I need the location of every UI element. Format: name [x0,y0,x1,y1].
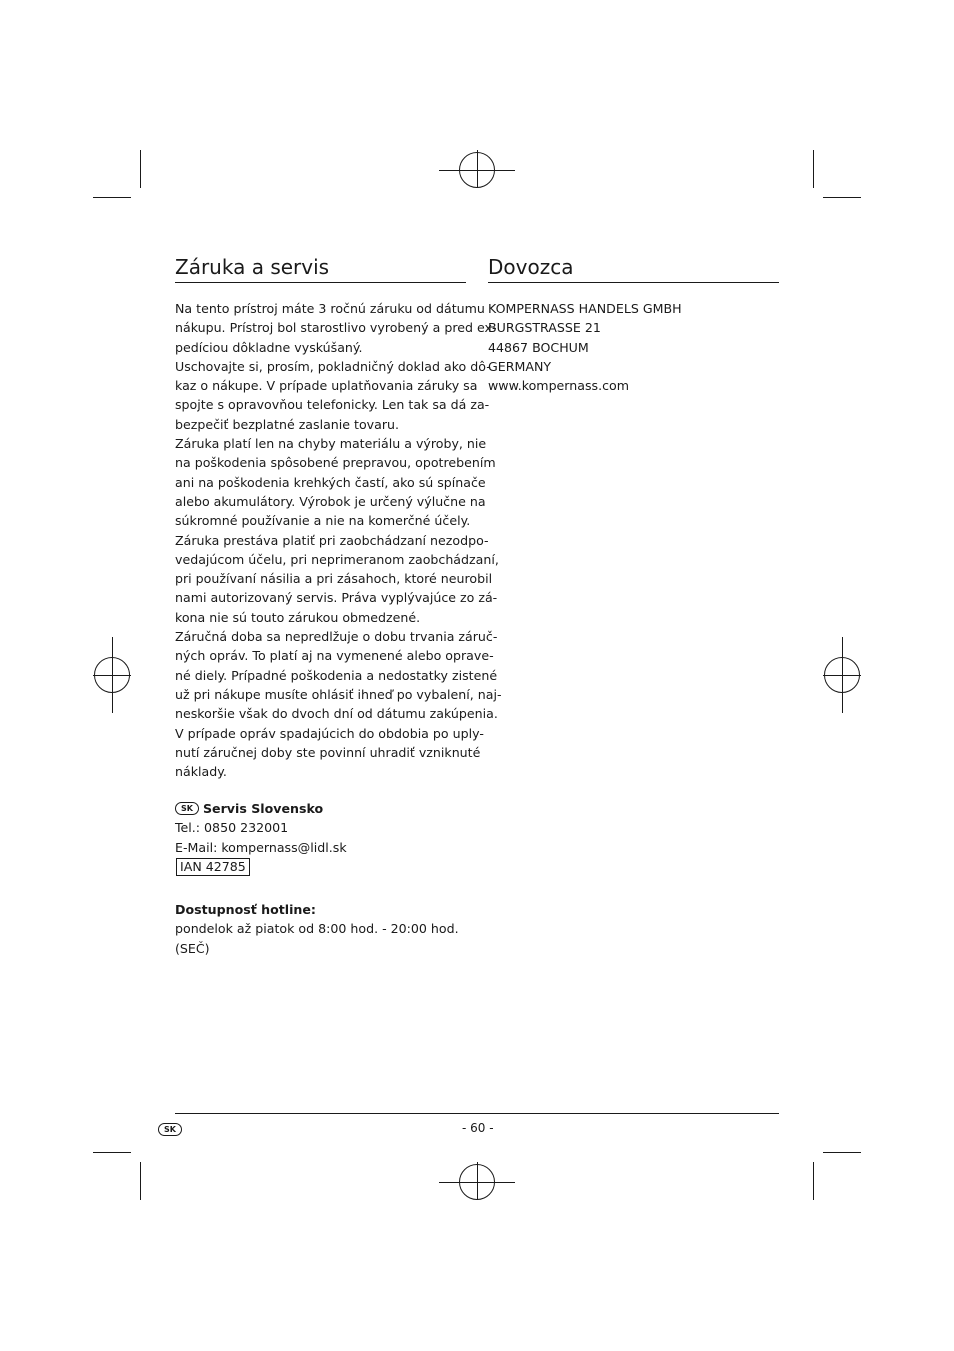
crop-mark [813,150,814,188]
text-line: Záruka platí len na chyby materiálu a výroby, nie [175,436,487,452]
text-line: na poškodenia spôsobené prepravou, opotrebením [175,455,496,471]
hotline-block [175,900,459,958]
address-line: BURGSTRASSE 21 [488,320,601,336]
crop-mark [140,1162,141,1200]
address-line: GERMANY [488,358,552,374]
heading-rule-right [488,282,779,283]
text-line: nákupu. Prístroj bol starostlivo vyrobený a pred ex- [175,320,497,336]
text-line: náklady. [175,764,227,780]
crop-mark [813,1162,814,1200]
text-line: né diely. Prípadné poškodenia a nedostatky zistené [175,667,498,683]
crop-mark [823,1152,861,1153]
crop-mark [140,150,141,188]
text-line: súkromné používanie a nie na komerčné účely. [175,513,471,529]
text-line: Záručná doba sa nepredlžuje o dobu trvania záruč- [175,629,498,645]
address-line: www.kompernass.com [488,378,629,394]
text-line: ani na poškodenia krehkých častí, ako sú spínače [175,474,486,490]
text-line: Na tento prístroj máte 3 ročnú záruku od dátumu [175,301,485,316]
crop-mark [93,1152,131,1153]
footer-rule [175,1113,779,1114]
text-line: nutí záručnej doby ste povinní uhradiť vzniknuté [175,744,481,760]
text-line: spojte s opravovňou telefonicky. Len tak sa dá za- [175,397,490,413]
heading-importer: Dovozca [488,255,574,279]
address-line: KOMPERNASS HANDELS GMBH [488,301,682,316]
hotline-zone: (SEČ) [175,940,210,956]
country-badge-icon: SK [175,802,199,815]
text-line: už pri nákupe musíte ohlásiť ihneď po vybalení, naj- [175,686,502,702]
text-line: nami autorizovaný servis. Práva vyplývajúce zo zá- [175,590,498,606]
page-number: - 60 - [462,1121,494,1135]
text-line: neskoršie však do dvoch dní od dátumu zakúpenia. [175,706,498,722]
text-line: Uschovajte si, prosím, pokladničný doklad ako dô- [175,358,491,374]
service-tel: Tel.: 0850 232001 [175,820,289,836]
text-line: pedíciou dôkladne vyskúšaný. [175,339,363,355]
heading-warranty: Záruka a servis [175,255,330,279]
hotline-hours: pondelok až piatok od 8:00 hod. - 20:00 hod. [175,921,459,937]
service-block [175,799,347,876]
heading-rule-left [175,282,466,283]
text-line: bezpečiť bezplatné zaslanie tovaru. [175,416,400,432]
text-line: alebo akumulátory. Výrobok je určený výlučne na [175,493,486,509]
warranty-text [175,299,502,781]
text-line: kaz o nákupe. V prípade uplatňovania záruky sa [175,378,478,394]
importer-address [488,299,682,395]
crop-mark [823,197,861,198]
text-line: kona nie sú touto zárukou obmedzené. [175,609,421,625]
crop-mark [93,197,131,198]
text-line: V prípade opráv spadajúcich do obdobia po uply- [175,725,484,741]
footer-country-badge-icon: SK [158,1123,182,1136]
service-email: E-Mail: kompernass@lidl.sk [175,839,347,855]
text-line: pri používaní násilia a pri zásahoch, ktoré neurobil [175,571,493,587]
ian-box: IAN 42785 [176,858,250,876]
text-line: Záruka prestáva platiť pri zaobchádzaní nezodpo- [175,532,489,548]
text-line: vedajúcom účelu, pri neprimeranom zaobchádzaní, [175,551,499,567]
hotline-title: Dostupnosť hotline: [175,902,316,917]
text-line: ných opráv. To platí aj na vymenené alebo oprave- [175,648,494,664]
service-title: Servis Slovensko [202,801,324,816]
address-line: 44867 BOCHUM [488,339,589,355]
